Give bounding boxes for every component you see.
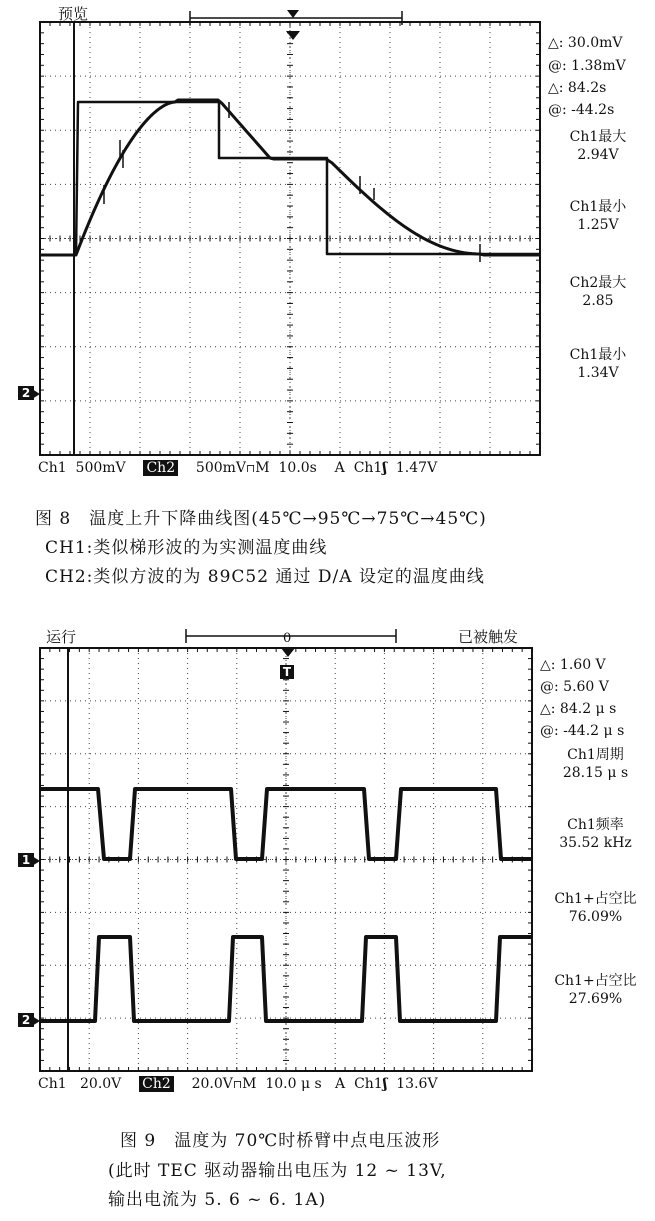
channel-2-marker: 2 <box>18 386 34 400</box>
cursor-zero-label: 0 <box>283 631 292 646</box>
cursor-readout-2: @: 1.38mV <box>548 58 626 74</box>
scope-bottom-bar: Ch1 20.0V Ch2 20.0V⊓M 10.0 μ s A Ch1ʃ 13.6V <box>38 1076 438 1092</box>
trigger-marker: T <box>280 665 294 679</box>
measurement-2: Ch1频率 35.52 kHz <box>559 817 632 851</box>
caption-line-1: 图 8 温度上升下降曲线图(45℃→95℃→75℃→45℃) <box>35 509 487 529</box>
caption-line-2: CH1:类似梯形波的为实测温度曲线 <box>45 538 328 558</box>
cursor-readout-3: △: 84.2 μ s <box>540 701 617 717</box>
caption-line-3: CH2:类似方波的为 89C52 通过 D/A 设定的温度曲线 <box>45 567 485 587</box>
cursor-readout-2: @: 5.60 V <box>540 679 609 695</box>
measurement-4: Ch1+占空比 27.69% <box>554 973 637 1007</box>
trigger-position-arrow <box>287 10 299 18</box>
measurement-3: Ch1+占空比 76.09% <box>554 891 637 925</box>
cursor-readout-3: △: 84.2s <box>548 80 607 96</box>
cursor-readout-1: △: 1.60 V <box>540 657 606 673</box>
measurement-2: Ch1最小 1.25V <box>569 199 627 233</box>
trigger-point-arrow <box>286 31 300 40</box>
caption-line-1: 图 9 温度为 70℃时桥臂中点电压波形 <box>120 1131 441 1151</box>
caption-line-2: (此时 TEC 驱动器输出电压为 12 ~ 13V, <box>108 1161 447 1181</box>
channel-1-marker: 1 <box>18 853 34 867</box>
measurement-1: Ch1最大 2.94V <box>569 129 627 163</box>
cursor-readout-1: △: 30.0mV <box>548 35 623 51</box>
figure-9 <box>0 616 655 1221</box>
caption-line-3: 输出电流为 5. 6 ~ 6. 1A) <box>108 1190 327 1210</box>
scope-status: 运行 <box>46 628 77 646</box>
cursor-readout-4: @: -44.2s <box>548 102 615 118</box>
measurement-4: Ch1最小 1.34V <box>569 347 627 381</box>
measurement-1: Ch1周期 28.15 μ s <box>562 747 629 781</box>
measurement-3: Ch2最大 2.85 <box>569 275 627 309</box>
trigger-position-arrow <box>281 648 295 657</box>
scope-bottom-bar: Ch1 500mV Ch2 500mV⊓M 10.0s A Ch1ʃ 1.47V <box>38 460 438 476</box>
channel-2-marker: 2 <box>18 1013 34 1027</box>
scope-status: 预览 <box>58 5 89 23</box>
figure-8 <box>0 0 655 600</box>
cursor-readout-4: @: -44.2 μ s <box>540 723 625 739</box>
trigger-status: 已被触发 <box>458 628 519 646</box>
